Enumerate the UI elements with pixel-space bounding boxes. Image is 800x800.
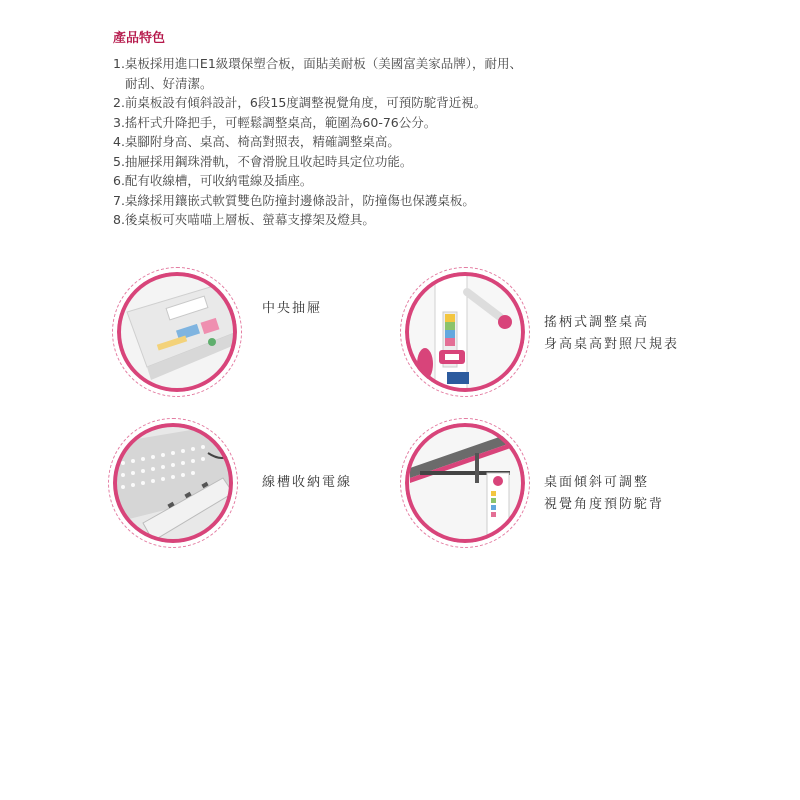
crank-caption-line1: 搖柄式調整桌高 xyxy=(544,315,650,330)
drawer-caption: 中央抽屜 xyxy=(262,301,323,316)
crank-caption-line2: 身高桌高對照尺規表 xyxy=(544,337,680,352)
crank-photo-frame xyxy=(400,267,530,397)
crank-photo-dashed-ring xyxy=(400,267,530,397)
tilt-photo-frame xyxy=(400,418,530,548)
feature-line-6: 6.配有收線槽，可收納電線及插座。 xyxy=(113,173,313,188)
feature-line-1: 1.桌板採用進口E1級環保塑合板，面貼美耐板（美國富美家品牌），耐用、 xyxy=(113,56,523,71)
feature-line-1-cont: 耐刮、好清潔。 xyxy=(125,75,213,91)
tilt-photo-dashed-ring xyxy=(400,418,530,548)
feature-line-3: 3.搖杆式升降把手，可輕鬆調整桌高，範圍為60-76公分。 xyxy=(113,114,437,130)
cable-caption: 線槽收納電線 xyxy=(262,475,353,490)
feature-line-7: 7.桌緣採用鑲嵌式軟質雙色防撞封邊條設計，防撞傷也保護桌板。 xyxy=(113,192,475,208)
drawer-photo-frame xyxy=(112,267,242,397)
feature-line-5: 5.抽屜採用鋼珠滑軌，不會滑脫且收起時具定位功能。 xyxy=(113,153,413,169)
drawer-photo-dashed-ring xyxy=(112,267,242,397)
cable-photo-frame xyxy=(108,418,238,548)
feature-line-2: 2.前桌板設有傾斜設計，6段15度調整視覺角度，可預防駝背近視。 xyxy=(113,95,487,110)
features-title: 產品特色 xyxy=(113,31,166,46)
feature-list xyxy=(113,30,753,230)
feature-line-8: 8.後桌板可夾喵喵上層板、螢幕支撐架及燈具。 xyxy=(113,212,375,227)
feature-line-4: 4.桌腳附身高、桌高、椅高對照表，精確調整桌高。 xyxy=(113,134,400,149)
cable-photo-dashed-ring xyxy=(108,418,238,548)
tilt-caption-line1: 桌面傾斜可調整 xyxy=(544,475,650,490)
tilt-caption-line2: 視覺角度預防駝背 xyxy=(544,497,665,512)
